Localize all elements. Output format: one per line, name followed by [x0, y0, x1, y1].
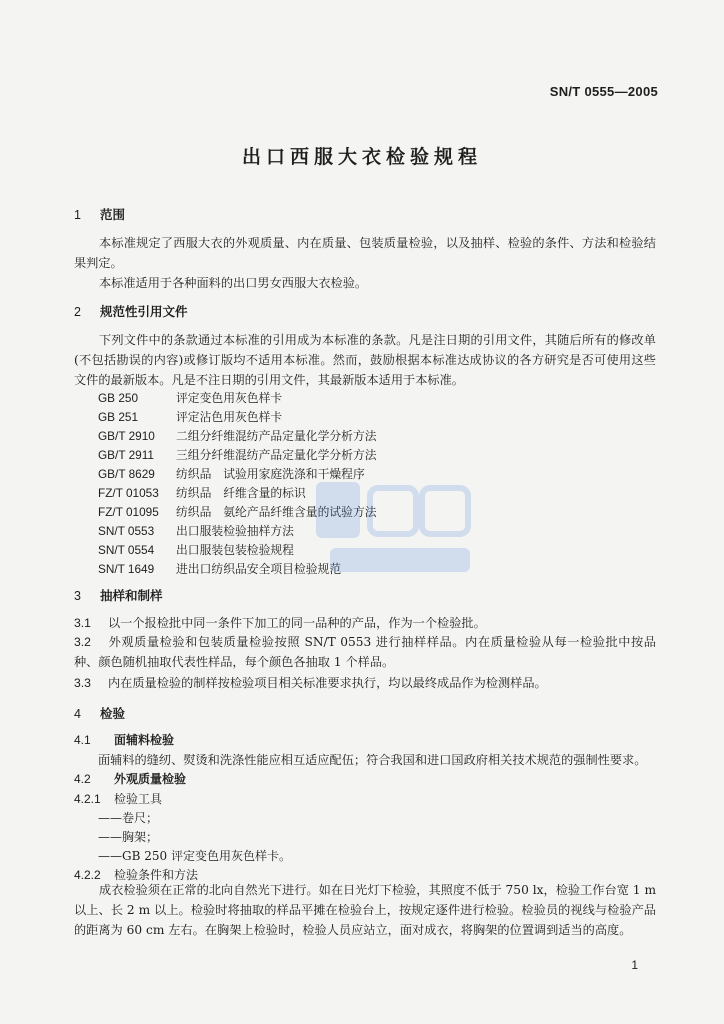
page-number: 1: [631, 958, 638, 972]
section-4-heading: 4 检验: [74, 706, 126, 721]
tool-item: ——胸架；: [98, 830, 159, 844]
watermark-shape: [422, 488, 468, 534]
reference-row: FZ/T 01053 纺织品 纤维含量的标识: [98, 486, 306, 500]
section-1-paragraph-1: 本标准规定了西服大衣的外观质量、内在质量、包装质量检验，以及抽样、检验的条件、方法和检验结果判定。: [74, 236, 656, 270]
reference-row: SN/T 1649 进出口纺织品安全项目检验规范: [98, 562, 342, 576]
reference-row: FZ/T 01095 纺织品 氨纶产品纤维含量的试验方法: [98, 505, 377, 519]
watermark-shape: [316, 482, 360, 538]
section-3-heading: 3 抽样和制样: [74, 588, 163, 603]
reference-row: GB/T 8629 纺织品 试验用家庭洗涤和干燥程序: [98, 467, 365, 481]
clause-3-3: 3.3 内在质量检验的制样按检验项目相关标准要求执行，均以最终成品作为检测样品。: [74, 676, 547, 690]
watermark-shape: [370, 488, 416, 534]
section-1-heading: 1 范围: [74, 207, 126, 222]
tool-item: ——GB 250 评定变色用灰色样卡。: [98, 849, 291, 863]
section-2-heading: 2 规范性引用文件: [74, 304, 188, 319]
standard-code: SN/T 0555—2005: [549, 84, 658, 99]
reference-row: GB 250 评定变色用灰色样卡: [98, 391, 283, 405]
clause-4-2-1-heading: 4.2.1 检验工具: [74, 792, 163, 806]
page-title: 出口西服大衣检验规程: [241, 146, 482, 168]
clause-3-2: 3.2 外观质量检验和包装质量检验按照 SN/T 0553 进行抽样样品。内在质量检验从每一检验批中按品种、颜色随机抽取代表性样品，每个颜色各抽取 1 个样品。: [74, 635, 656, 669]
tool-item: ——卷尺；: [98, 811, 159, 825]
clause-3-1: 3.1 以一个报检批中同一条件下加工的同一品种的产品，作为一个检验批。: [74, 616, 486, 630]
watermark-logo: [310, 478, 480, 578]
watermark-shape: [330, 548, 470, 572]
reference-row: GB 251 评定沾色用灰色样卡: [98, 410, 283, 424]
section-2-paragraph: 下列文件中的条款通过本标准的引用成为本标准的条款。凡是注日期的引用文件，其随后所有的修改单(不包括勘误的内容)或修订版均不适用本标准。然而，鼓励根据本标准达成协议的各方研究是否可使用这些文件的最新版本。凡是不注日期的引用文件，其最新版本适用于本标准。: [74, 333, 656, 387]
clause-4-1-heading: 4.1 面辅料检验: [74, 733, 175, 747]
reference-row: GB/T 2911 三组分纤维混纺产品定量化学分析方法: [98, 448, 377, 462]
clause-4-1-paragraph: 面辅料的缝纫、熨烫和洗涤性能应相互适应配伍；符合我国和进口国政府相关技术规范的强制性要求。: [98, 753, 647, 767]
section-1-paragraph-2: 本标准适用于各种面料的出口男女西服大衣检验。: [99, 276, 368, 290]
clause-4-2-heading: 4.2 外观质量检验: [74, 772, 187, 786]
clause-4-2-2-heading: 4.2.2 检验条件和方法: [74, 868, 199, 882]
reference-row: GB/T 2910 二组分纤维混纺产品定量化学分析方法: [98, 429, 377, 443]
reference-row: SN/T 0553 出口服装检验抽样方法: [98, 524, 294, 538]
clause-4-2-2-paragraph: 成衣检验须在正常的北向自然光下进行。如在日光灯下检验，其照度不低于 750 lx，检验工作台宽 1 m 以上、长 2 m 以上。检验时将抽取的样品平摊在检验台上，按规定逐件进行检验。检验员的视线与检验产品的距离为 60 cm 左右。在胸架上检验时，检验人员应站立，面对成衣，将胸架的位置调到适当的高度。: [74, 883, 656, 937]
reference-row: SN/T 0554 出口服装包装检验规程: [98, 543, 294, 557]
